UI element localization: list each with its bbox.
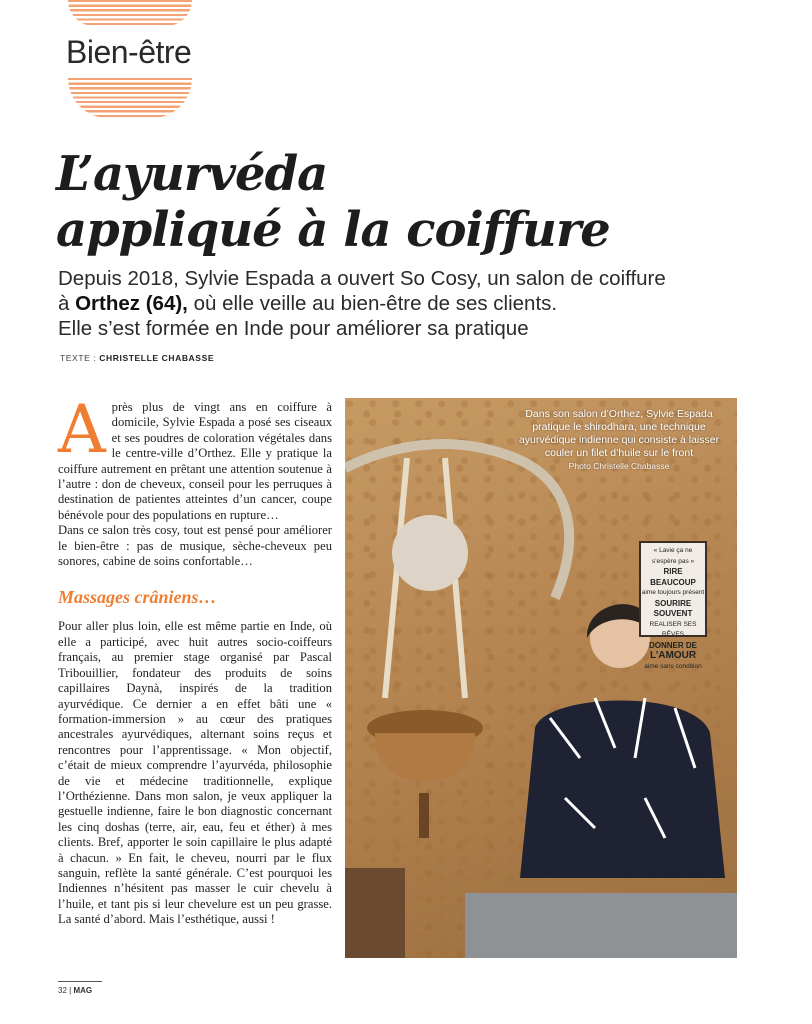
headline-line-1: L’ayurvéda	[56, 146, 328, 202]
section-stripe-top	[68, 0, 192, 26]
sign-line-7: L’AMOUR	[649, 650, 697, 661]
lede-line-3: Elle s’est formée en Inde pour améliorer sa pratique	[58, 317, 529, 340]
photo-credit: Photo Christelle Chabasse	[568, 461, 670, 471]
magazine-name: MAG	[73, 986, 93, 995]
photo-scene	[345, 398, 737, 958]
paragraph-1: près plus de vingt ans en coiffure à domicile, Sylvie Espada a posé ses ciseaux et ses poudres de coloration végétales dans le centre-ville d’Orthez. Elle y pratique la coiffure autrement en prêtant une attention soutenue à l’autre : don de cheveux, conseil pour les perruques à destination de patientes atteintes d’un cancer, coupe bénévole pour des populations en rupture…	[58, 400, 332, 522]
headline-line-2: appliqué à la coiffure	[56, 202, 610, 258]
sign-line-4: SOURIRE SOUVENT	[653, 598, 693, 618]
wall-circle	[392, 515, 468, 591]
counter	[465, 893, 737, 958]
byline-author: CHRISTELLE CHABASSE	[99, 353, 215, 363]
lede-line-1: Depuis 2018, Sylvie Espada a ouvert So Cosy, un salon de coiffure	[58, 267, 666, 290]
caption-text: Dans son salon d’Orthez, Sylvie Espada pratique le shirodhara, une technique ayurvédique indienne qui consiste à laisser couler un filet d’huile sur le front	[518, 408, 720, 459]
drop-cap: A	[58, 391, 106, 468]
sign-line-5: REALISER SES RÊVES	[649, 620, 697, 638]
section-stripe-bottom	[68, 78, 192, 118]
motivation-sign	[639, 541, 707, 670]
pot-spout	[419, 793, 429, 838]
sign-line-2: RIRE BEAUCOUP	[650, 567, 696, 587]
sign-line-8: aime sans condition	[644, 662, 702, 670]
patterned-top	[520, 701, 725, 879]
byline-prefix: TEXTE :	[60, 353, 100, 363]
paragraph-2: Dans ce salon très cosy, tout est pensé pour améliorer le bien-être : pas de musique, sèche-cheveux peu sonores, cabine de soins confortable…	[58, 523, 332, 569]
lede-line-2-pre: à	[58, 292, 76, 315]
photo-caption	[509, 408, 729, 473]
lede-line-2	[58, 291, 798, 316]
article-body	[58, 391, 332, 928]
folio-rule	[58, 981, 102, 982]
subhead: Massages crâniens…	[58, 587, 217, 608]
article-photo	[345, 398, 737, 958]
copper-pot	[375, 733, 475, 782]
page-number: 32	[58, 986, 67, 995]
section-label: Bien-être	[66, 34, 192, 70]
paragraph-3: Pour aller plus loin, elle est même partie en Inde, où elle a participé, avec huit autres socio-coiffeurs français, au premier stage organisé par Pascal Tribouillier, fondateur des produits de soins capillaires Daynà, inspirés de la tradition ayurvédique. Ce dernier a en effet bâti une « formation-immersion » au cœur des pratiques ancestrales ayurvédiques, alternant soins reçus et rencontres pour l’apprentissage. « Mon objectif, c’était de mieux comprendre l’ayurvéda, philosophie de vie et médecine traditionnelle, explique l’Orthézienne. Dans mon salon, je veux appliquer la gestuelle indienne, faire le bon diagnostic concernant les cinq doshas (terre, air, eau, feu et éther) à mes clients. Bref, apporter le soin capillaire le plus adapté à chacun. » En fait, le cheveu, nourri par le flux sanguin, reflète la santé générale. C’est pourquoi les Indiennes n’hésitent pas masser le cuir chevelu à l’huile, et tant pis si leur chevelure est un peu grasse. La santé d’abord. Mais l’esthétique, aussi !	[58, 619, 332, 927]
side-furniture	[345, 868, 405, 958]
headline	[56, 146, 776, 258]
lede	[58, 266, 798, 341]
sign-line-1: « Lavie ça ne s’espère pas »	[651, 547, 695, 565]
lede-line-2-post: où elle veille au bien-être de ses clients.	[187, 292, 558, 315]
sign-line-3: aime toujours présent	[641, 589, 705, 596]
byline	[60, 353, 214, 363]
folio	[58, 986, 92, 995]
lede-location: Orthez (64),	[75, 292, 188, 315]
sign-line-6: DONNER DE	[648, 640, 697, 650]
folio-separator: |	[66, 986, 74, 995]
